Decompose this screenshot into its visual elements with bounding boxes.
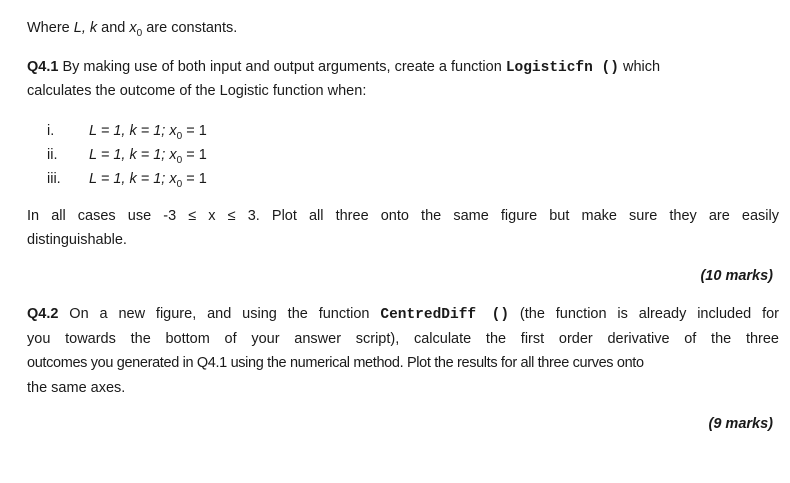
q41-text-a: By making use of both input and output arguments, create a function <box>58 59 506 75</box>
list-equation-sub: 0 <box>176 154 183 166</box>
q41-function-name: Logisticfn () <box>505 60 619 76</box>
q41-paragraph-line1: In all cases use -3 ≤ x ≤ 3. Plot all three onto the same figure but make sure they are easily <box>27 208 779 224</box>
q41-line2: calculates the outcome of the Logistic function when: <box>27 83 367 99</box>
list-number: i. <box>47 123 55 139</box>
list-equation: L = 1, k = 1; x <box>89 147 177 163</box>
q42-line2: you towards the bottom of your answer script), calculate the first order derivative of the three <box>27 331 779 347</box>
intro-prefix: Where <box>27 20 74 36</box>
q42-line4: the same axes. <box>27 380 126 396</box>
list-number: ii. <box>47 147 58 163</box>
q42-function-name: CentredDiff () <box>380 307 510 323</box>
q41-list-item-1 <box>47 121 207 147</box>
intro-suffix: are constants. <box>142 20 238 36</box>
list-equation-sub: 0 <box>176 130 183 142</box>
q41-list-item-3 <box>47 169 207 195</box>
intro-x: x <box>129 20 137 36</box>
q41-text-b: which <box>618 59 661 75</box>
q42-line1 <box>27 304 779 325</box>
intro-vars: L, k <box>73 20 98 36</box>
intro-line <box>27 18 237 44</box>
q42-marks: (9 marks) <box>708 416 773 432</box>
list-equation-sub: 0 <box>176 178 183 190</box>
list-equation-tail: = 1 <box>182 171 207 187</box>
q42-text-b: (the function is already included for <box>509 306 779 322</box>
list-equation: L = 1, k = 1; x <box>89 123 177 139</box>
q41-list-item-2 <box>47 145 207 171</box>
intro-x-sub: 0 <box>136 27 143 39</box>
list-equation-tail: = 1 <box>182 123 207 139</box>
q42-text-a: On a new figure, and using the function <box>58 306 381 322</box>
intro-and: and <box>97 20 130 36</box>
q41-marks: (10 marks) <box>700 268 773 284</box>
list-number: iii. <box>47 171 61 187</box>
q41-label: Q4.1 <box>27 59 59 75</box>
list-equation-tail: = 1 <box>182 147 207 163</box>
q41-line1 <box>27 57 660 78</box>
q41-paragraph-line2: distinguishable. <box>27 232 127 248</box>
list-equation: L = 1, k = 1; x <box>89 171 177 187</box>
q42-line3: outcomes you generated in Q4.1 using the numerical method. Plot the results for all three curves onto <box>27 355 644 371</box>
q42-label: Q4.2 <box>27 306 59 322</box>
